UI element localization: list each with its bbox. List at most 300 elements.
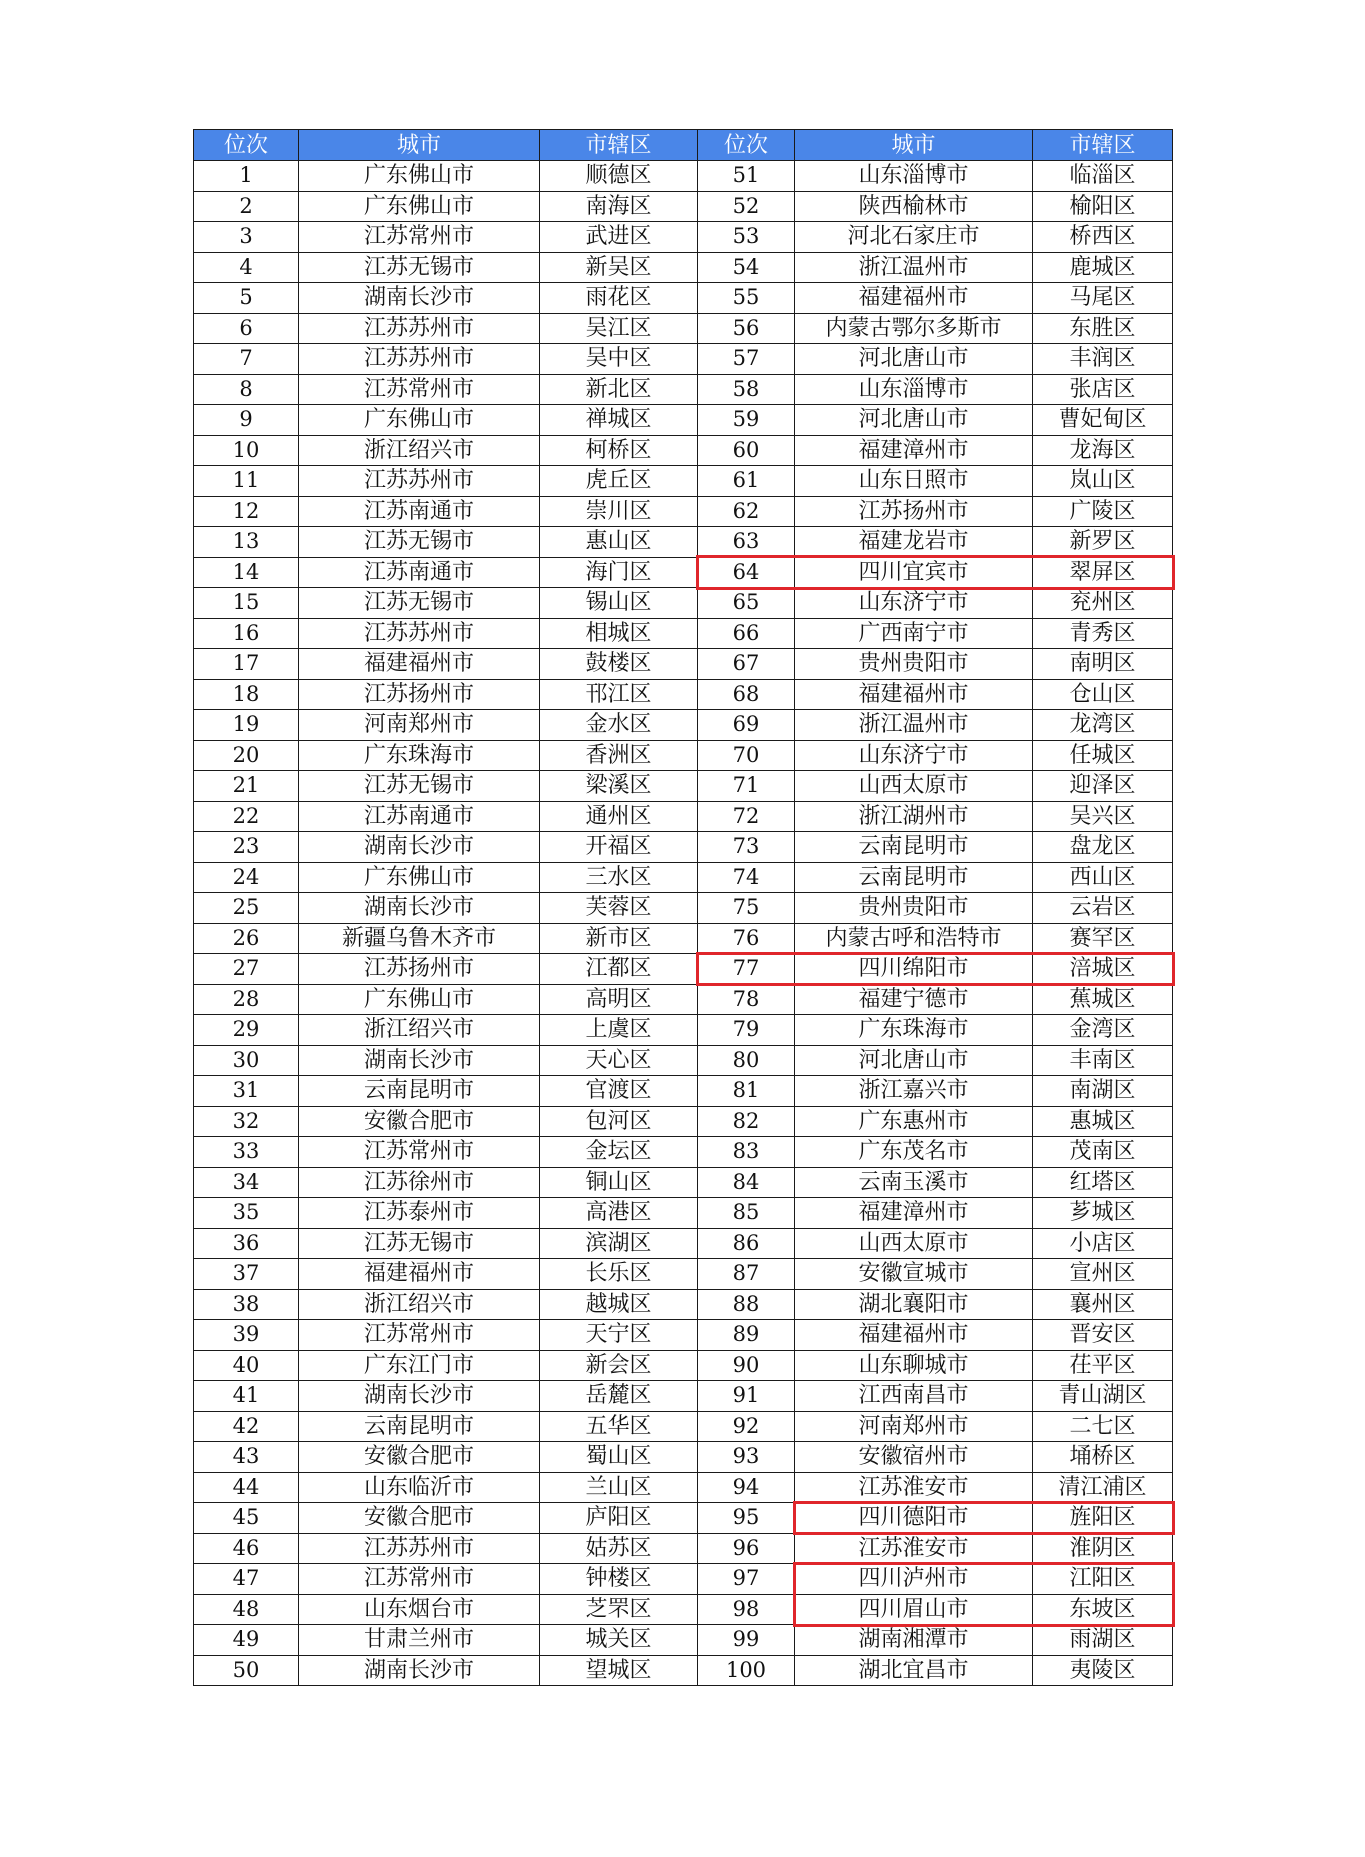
- rank-cell: 39: [194, 1320, 299, 1351]
- rank-cell: 23: [194, 832, 299, 863]
- district-cell: 埇桥区: [1033, 1442, 1173, 1473]
- rank-cell: 14: [194, 557, 299, 588]
- city-cell: 广东佛山市: [299, 161, 540, 192]
- city-cell: 广东茂名市: [795, 1137, 1033, 1168]
- table-row: [194, 1167, 1173, 1198]
- table-row: [194, 283, 1173, 314]
- city-cell: 山东烟台市: [299, 1594, 540, 1625]
- district-cell: 淮阴区: [1033, 1533, 1173, 1564]
- district-cell: 惠城区: [1033, 1106, 1173, 1137]
- rank-cell: 91: [698, 1381, 795, 1412]
- rank-cell: 21: [194, 771, 299, 802]
- table-row: [194, 527, 1173, 558]
- district-cell: 三水区: [540, 862, 698, 893]
- rank-cell: 34: [194, 1167, 299, 1198]
- city-cell: 山东淄博市: [795, 374, 1033, 405]
- table-row: [194, 710, 1173, 741]
- city-cell: 江苏常州市: [299, 1564, 540, 1595]
- city-cell: 山东济宁市: [795, 740, 1033, 771]
- rank-cell: 80: [698, 1045, 795, 1076]
- district-cell: 小店区: [1033, 1228, 1173, 1259]
- district-cell: 五华区: [540, 1411, 698, 1442]
- district-cell: 茂南区: [1033, 1137, 1173, 1168]
- city-cell: 湖南湘潭市: [795, 1625, 1033, 1656]
- city-cell: 江苏南通市: [299, 496, 540, 527]
- table-row: [194, 588, 1173, 619]
- district-cell: 夷陵区: [1033, 1655, 1173, 1686]
- table-row: [194, 1228, 1173, 1259]
- district-cell: 新罗区: [1033, 527, 1173, 558]
- district-cell: 翠屏区: [1033, 557, 1173, 588]
- district-cell: 通州区: [540, 801, 698, 832]
- header-rank-right: 位次: [698, 130, 795, 161]
- rank-cell: 8: [194, 374, 299, 405]
- district-cell: 清江浦区: [1033, 1472, 1173, 1503]
- city-cell: 江苏常州市: [299, 374, 540, 405]
- city-cell: 福建福州市: [299, 1259, 540, 1290]
- table-row: [194, 1137, 1173, 1168]
- city-cell: 福建漳州市: [795, 1198, 1033, 1229]
- rank-cell: 10: [194, 435, 299, 466]
- district-cell: 雨花区: [540, 283, 698, 314]
- city-cell: 河北石家庄市: [795, 222, 1033, 253]
- district-cell: 龙海区: [1033, 435, 1173, 466]
- district-cell: 江都区: [540, 954, 698, 985]
- city-cell: 河北唐山市: [795, 344, 1033, 375]
- city-cell: 安徽宿州市: [795, 1442, 1033, 1473]
- rank-cell: 30: [194, 1045, 299, 1076]
- header-city-left: 城市: [299, 130, 540, 161]
- table-row: [194, 1533, 1173, 1564]
- city-cell: 云南昆明市: [795, 862, 1033, 893]
- district-cell: 锡山区: [540, 588, 698, 619]
- table-row: [194, 222, 1173, 253]
- city-cell: 贵州贵阳市: [795, 893, 1033, 924]
- district-cell: 高明区: [540, 984, 698, 1015]
- district-cell: 任城区: [1033, 740, 1173, 771]
- rank-cell: 75: [698, 893, 795, 924]
- district-cell: 开福区: [540, 832, 698, 863]
- rank-cell: 87: [698, 1259, 795, 1290]
- table-row: [194, 252, 1173, 283]
- city-cell: 湖北宜昌市: [795, 1655, 1033, 1686]
- city-cell: 湖南长沙市: [299, 283, 540, 314]
- city-cell: 河北唐山市: [795, 405, 1033, 436]
- district-cell: 柯桥区: [540, 435, 698, 466]
- district-cell: 金坛区: [540, 1137, 698, 1168]
- table-row: [194, 801, 1173, 832]
- rank-cell: 13: [194, 527, 299, 558]
- district-cell: 芝罘区: [540, 1594, 698, 1625]
- city-cell: 云南昆明市: [299, 1076, 540, 1107]
- table-row: [194, 1045, 1173, 1076]
- city-cell: 浙江绍兴市: [299, 1015, 540, 1046]
- district-cell: 广陵区: [1033, 496, 1173, 527]
- rank-cell: 100: [698, 1655, 795, 1686]
- rank-cell: 5: [194, 283, 299, 314]
- district-cell: 西山区: [1033, 862, 1173, 893]
- rank-cell: 15: [194, 588, 299, 619]
- district-cell: 襄州区: [1033, 1289, 1173, 1320]
- rank-cell: 73: [698, 832, 795, 863]
- city-cell: 广东佛山市: [299, 191, 540, 222]
- city-cell: 江苏南通市: [299, 801, 540, 832]
- rank-cell: 26: [194, 923, 299, 954]
- district-cell: 蜀山区: [540, 1442, 698, 1473]
- rank-cell: 27: [194, 954, 299, 985]
- city-cell: 河北唐山市: [795, 1045, 1033, 1076]
- table-body: [194, 161, 1173, 1686]
- district-cell: 新会区: [540, 1350, 698, 1381]
- city-cell: 山东临沂市: [299, 1472, 540, 1503]
- rank-cell: 71: [698, 771, 795, 802]
- rank-cell: 17: [194, 649, 299, 680]
- rank-cell: 82: [698, 1106, 795, 1137]
- rank-cell: 56: [698, 313, 795, 344]
- city-cell: 湖北襄阳市: [795, 1289, 1033, 1320]
- city-cell: 江苏无锡市: [299, 527, 540, 558]
- table-row: [194, 984, 1173, 1015]
- table-row: [194, 496, 1173, 527]
- rank-cell: 16: [194, 618, 299, 649]
- district-cell: 滨湖区: [540, 1228, 698, 1259]
- table-row: [194, 435, 1173, 466]
- district-cell: 马尾区: [1033, 283, 1173, 314]
- city-cell: 山东济宁市: [795, 588, 1033, 619]
- city-cell: 福建龙岩市: [795, 527, 1033, 558]
- table-row: [194, 649, 1173, 680]
- rank-cell: 12: [194, 496, 299, 527]
- table-row: [194, 1655, 1173, 1686]
- table-row: [194, 771, 1173, 802]
- table-row: [194, 344, 1173, 375]
- rank-cell: 69: [698, 710, 795, 741]
- rank-cell: 32: [194, 1106, 299, 1137]
- district-cell: 茌平区: [1033, 1350, 1173, 1381]
- table-row: [194, 374, 1173, 405]
- rank-cell: 61: [698, 466, 795, 497]
- table-row: [194, 679, 1173, 710]
- city-cell: 江苏苏州市: [299, 313, 540, 344]
- rank-cell: 1: [194, 161, 299, 192]
- district-cell: 新北区: [540, 374, 698, 405]
- rank-cell: 52: [698, 191, 795, 222]
- rank-cell: 24: [194, 862, 299, 893]
- district-cell: 武进区: [540, 222, 698, 253]
- ranking-table: [193, 129, 1173, 1686]
- city-cell: 浙江温州市: [795, 252, 1033, 283]
- district-cell: 红塔区: [1033, 1167, 1173, 1198]
- city-cell: 云南昆明市: [795, 832, 1033, 863]
- rank-cell: 44: [194, 1472, 299, 1503]
- city-cell: 广东江门市: [299, 1350, 540, 1381]
- header-district-right: 市辖区: [1033, 130, 1173, 161]
- table-row: [194, 1289, 1173, 1320]
- district-cell: 官渡区: [540, 1076, 698, 1107]
- district-cell: 东坡区: [1033, 1594, 1173, 1625]
- district-cell: 崇川区: [540, 496, 698, 527]
- rank-cell: 66: [698, 618, 795, 649]
- rank-cell: 64: [698, 557, 795, 588]
- city-cell: 甘肃兰州市: [299, 1625, 540, 1656]
- table-row: [194, 1503, 1173, 1534]
- city-cell: 福建宁德市: [795, 984, 1033, 1015]
- district-cell: 涪城区: [1033, 954, 1173, 985]
- city-cell: 四川宜宾市: [795, 557, 1033, 588]
- city-cell: 江苏常州市: [299, 1320, 540, 1351]
- district-cell: 丰南区: [1033, 1045, 1173, 1076]
- district-cell: 雨湖区: [1033, 1625, 1173, 1656]
- header-row: [194, 130, 1173, 161]
- district-cell: 岚山区: [1033, 466, 1173, 497]
- district-cell: 江阳区: [1033, 1564, 1173, 1595]
- city-cell: 江苏苏州市: [299, 618, 540, 649]
- rank-cell: 65: [698, 588, 795, 619]
- district-cell: 吴江区: [540, 313, 698, 344]
- rank-cell: 54: [698, 252, 795, 283]
- city-cell: 河南郑州市: [299, 710, 540, 741]
- district-cell: 仓山区: [1033, 679, 1173, 710]
- district-cell: 庐阳区: [540, 1503, 698, 1534]
- rank-cell: 47: [194, 1564, 299, 1595]
- city-cell: 四川眉山市: [795, 1594, 1033, 1625]
- table-row: [194, 405, 1173, 436]
- rank-cell: 86: [698, 1228, 795, 1259]
- rank-cell: 51: [698, 161, 795, 192]
- city-cell: 江苏无锡市: [299, 1228, 540, 1259]
- rank-cell: 6: [194, 313, 299, 344]
- rank-cell: 99: [698, 1625, 795, 1656]
- rank-cell: 43: [194, 1442, 299, 1473]
- rank-cell: 60: [698, 435, 795, 466]
- rank-cell: 81: [698, 1076, 795, 1107]
- district-cell: 青秀区: [1033, 618, 1173, 649]
- rank-cell: 68: [698, 679, 795, 710]
- city-cell: 江苏无锡市: [299, 252, 540, 283]
- city-cell: 江苏徐州市: [299, 1167, 540, 1198]
- district-cell: 吴中区: [540, 344, 698, 375]
- rank-cell: 55: [698, 283, 795, 314]
- district-cell: 梁溪区: [540, 771, 698, 802]
- table-row: [194, 1625, 1173, 1656]
- district-cell: 金水区: [540, 710, 698, 741]
- district-cell: 南海区: [540, 191, 698, 222]
- rank-cell: 49: [194, 1625, 299, 1656]
- district-cell: 邗江区: [540, 679, 698, 710]
- city-cell: 江苏苏州市: [299, 1533, 540, 1564]
- city-cell: 广东珠海市: [299, 740, 540, 771]
- city-cell: 四川德阳市: [795, 1503, 1033, 1534]
- rank-cell: 88: [698, 1289, 795, 1320]
- city-cell: 新疆乌鲁木齐市: [299, 923, 540, 954]
- district-cell: 二七区: [1033, 1411, 1173, 1442]
- district-cell: 兰山区: [540, 1472, 698, 1503]
- district-cell: 包河区: [540, 1106, 698, 1137]
- district-cell: 相城区: [540, 618, 698, 649]
- district-cell: 迎泽区: [1033, 771, 1173, 802]
- district-cell: 云岩区: [1033, 893, 1173, 924]
- city-cell: 广东佛山市: [299, 984, 540, 1015]
- city-cell: 浙江绍兴市: [299, 1289, 540, 1320]
- rank-cell: 57: [698, 344, 795, 375]
- district-cell: 天心区: [540, 1045, 698, 1076]
- city-cell: 四川绵阳市: [795, 954, 1033, 985]
- city-cell: 内蒙古鄂尔多斯市: [795, 313, 1033, 344]
- district-cell: 钟楼区: [540, 1564, 698, 1595]
- city-cell: 湖南长沙市: [299, 1045, 540, 1076]
- table-row: [194, 1320, 1173, 1351]
- table-row: [194, 1015, 1173, 1046]
- table-row: [194, 1472, 1173, 1503]
- city-cell: 江苏无锡市: [299, 771, 540, 802]
- table-row: [194, 1198, 1173, 1229]
- rank-cell: 38: [194, 1289, 299, 1320]
- district-cell: 高港区: [540, 1198, 698, 1229]
- district-cell: 虎丘区: [540, 466, 698, 497]
- city-cell: 江西南昌市: [795, 1381, 1033, 1412]
- table-row: [194, 1381, 1173, 1412]
- rank-cell: 79: [698, 1015, 795, 1046]
- city-cell: 江苏苏州市: [299, 466, 540, 497]
- table-row: [194, 740, 1173, 771]
- rank-cell: 84: [698, 1167, 795, 1198]
- city-cell: 安徽合肥市: [299, 1442, 540, 1473]
- district-cell: 丰润区: [1033, 344, 1173, 375]
- city-cell: 福建漳州市: [795, 435, 1033, 466]
- city-cell: 贵州贵阳市: [795, 649, 1033, 680]
- city-cell: 福建福州市: [795, 283, 1033, 314]
- district-cell: 榆阳区: [1033, 191, 1173, 222]
- district-cell: 香洲区: [540, 740, 698, 771]
- city-cell: 陕西榆林市: [795, 191, 1033, 222]
- city-cell: 浙江湖州市: [795, 801, 1033, 832]
- district-cell: 南明区: [1033, 649, 1173, 680]
- city-cell: 云南昆明市: [299, 1411, 540, 1442]
- district-cell: 南湖区: [1033, 1076, 1173, 1107]
- rank-cell: 29: [194, 1015, 299, 1046]
- rank-cell: 25: [194, 893, 299, 924]
- rank-cell: 36: [194, 1228, 299, 1259]
- rank-cell: 40: [194, 1350, 299, 1381]
- table-row: [194, 466, 1173, 497]
- district-cell: 晋安区: [1033, 1320, 1173, 1351]
- rank-cell: 83: [698, 1137, 795, 1168]
- rank-cell: 41: [194, 1381, 299, 1412]
- table-row: [194, 954, 1173, 985]
- rank-cell: 94: [698, 1472, 795, 1503]
- table-row: [194, 1594, 1173, 1625]
- rank-cell: 58: [698, 374, 795, 405]
- district-cell: 东胜区: [1033, 313, 1173, 344]
- table-row: [194, 1076, 1173, 1107]
- district-cell: 岳麓区: [540, 1381, 698, 1412]
- city-cell: 福建福州市: [795, 679, 1033, 710]
- city-cell: 广西南宁市: [795, 618, 1033, 649]
- table-row: [194, 161, 1173, 192]
- rank-cell: 76: [698, 923, 795, 954]
- district-cell: 临淄区: [1033, 161, 1173, 192]
- district-cell: 天宁区: [540, 1320, 698, 1351]
- city-cell: 广东珠海市: [795, 1015, 1033, 1046]
- table-row: [194, 1411, 1173, 1442]
- rank-cell: 77: [698, 954, 795, 985]
- rank-cell: 4: [194, 252, 299, 283]
- rank-cell: 89: [698, 1320, 795, 1351]
- city-cell: 安徽合肥市: [299, 1503, 540, 1534]
- district-cell: 鹿城区: [1033, 252, 1173, 283]
- rank-cell: 97: [698, 1564, 795, 1595]
- rank-cell: 45: [194, 1503, 299, 1534]
- district-cell: 顺德区: [540, 161, 698, 192]
- city-cell: 江苏扬州市: [299, 679, 540, 710]
- district-cell: 望城区: [540, 1655, 698, 1686]
- table-row: [194, 893, 1173, 924]
- rank-cell: 72: [698, 801, 795, 832]
- district-cell: 新市区: [540, 923, 698, 954]
- table-row: [194, 1106, 1173, 1137]
- city-cell: 广东佛山市: [299, 405, 540, 436]
- rank-cell: 67: [698, 649, 795, 680]
- district-cell: 铜山区: [540, 1167, 698, 1198]
- city-cell: 福建福州市: [299, 649, 540, 680]
- district-cell: 惠山区: [540, 527, 698, 558]
- city-cell: 内蒙古呼和浩特市: [795, 923, 1033, 954]
- district-cell: 盘龙区: [1033, 832, 1173, 863]
- table-row: [194, 1350, 1173, 1381]
- table-row: [194, 1564, 1173, 1595]
- rank-cell: 3: [194, 222, 299, 253]
- district-cell: 海门区: [540, 557, 698, 588]
- district-cell: 旌阳区: [1033, 1503, 1173, 1534]
- city-cell: 安徽宣城市: [795, 1259, 1033, 1290]
- city-cell: 广东惠州市: [795, 1106, 1033, 1137]
- district-cell: 长乐区: [540, 1259, 698, 1290]
- city-cell: 江苏南通市: [299, 557, 540, 588]
- city-cell: 山东日照市: [795, 466, 1033, 497]
- rank-cell: 46: [194, 1533, 299, 1564]
- rank-cell: 95: [698, 1503, 795, 1534]
- rank-cell: 19: [194, 710, 299, 741]
- table-row: [194, 1259, 1173, 1290]
- city-cell: 江苏淮安市: [795, 1533, 1033, 1564]
- district-cell: 宣州区: [1033, 1259, 1173, 1290]
- rank-cell: 53: [698, 222, 795, 253]
- rank-cell: 59: [698, 405, 795, 436]
- header-rank-left: 位次: [194, 130, 299, 161]
- district-cell: 青山湖区: [1033, 1381, 1173, 1412]
- city-cell: 福建福州市: [795, 1320, 1033, 1351]
- rank-cell: 2: [194, 191, 299, 222]
- district-cell: 上虞区: [540, 1015, 698, 1046]
- district-cell: 芙蓉区: [540, 893, 698, 924]
- rank-cell: 62: [698, 496, 795, 527]
- rank-cell: 9: [194, 405, 299, 436]
- city-cell: 湖南长沙市: [299, 1381, 540, 1412]
- rank-cell: 20: [194, 740, 299, 771]
- city-cell: 安徽合肥市: [299, 1106, 540, 1137]
- rank-cell: 93: [698, 1442, 795, 1473]
- table-row: [194, 191, 1173, 222]
- city-cell: 江苏常州市: [299, 1137, 540, 1168]
- rank-cell: 74: [698, 862, 795, 893]
- district-cell: 姑苏区: [540, 1533, 698, 1564]
- table-row: [194, 1442, 1173, 1473]
- district-cell: 桥西区: [1033, 222, 1173, 253]
- district-cell: 龙湾区: [1033, 710, 1173, 741]
- city-cell: 浙江温州市: [795, 710, 1033, 741]
- city-cell: 山西太原市: [795, 771, 1033, 802]
- city-cell: 山东聊城市: [795, 1350, 1033, 1381]
